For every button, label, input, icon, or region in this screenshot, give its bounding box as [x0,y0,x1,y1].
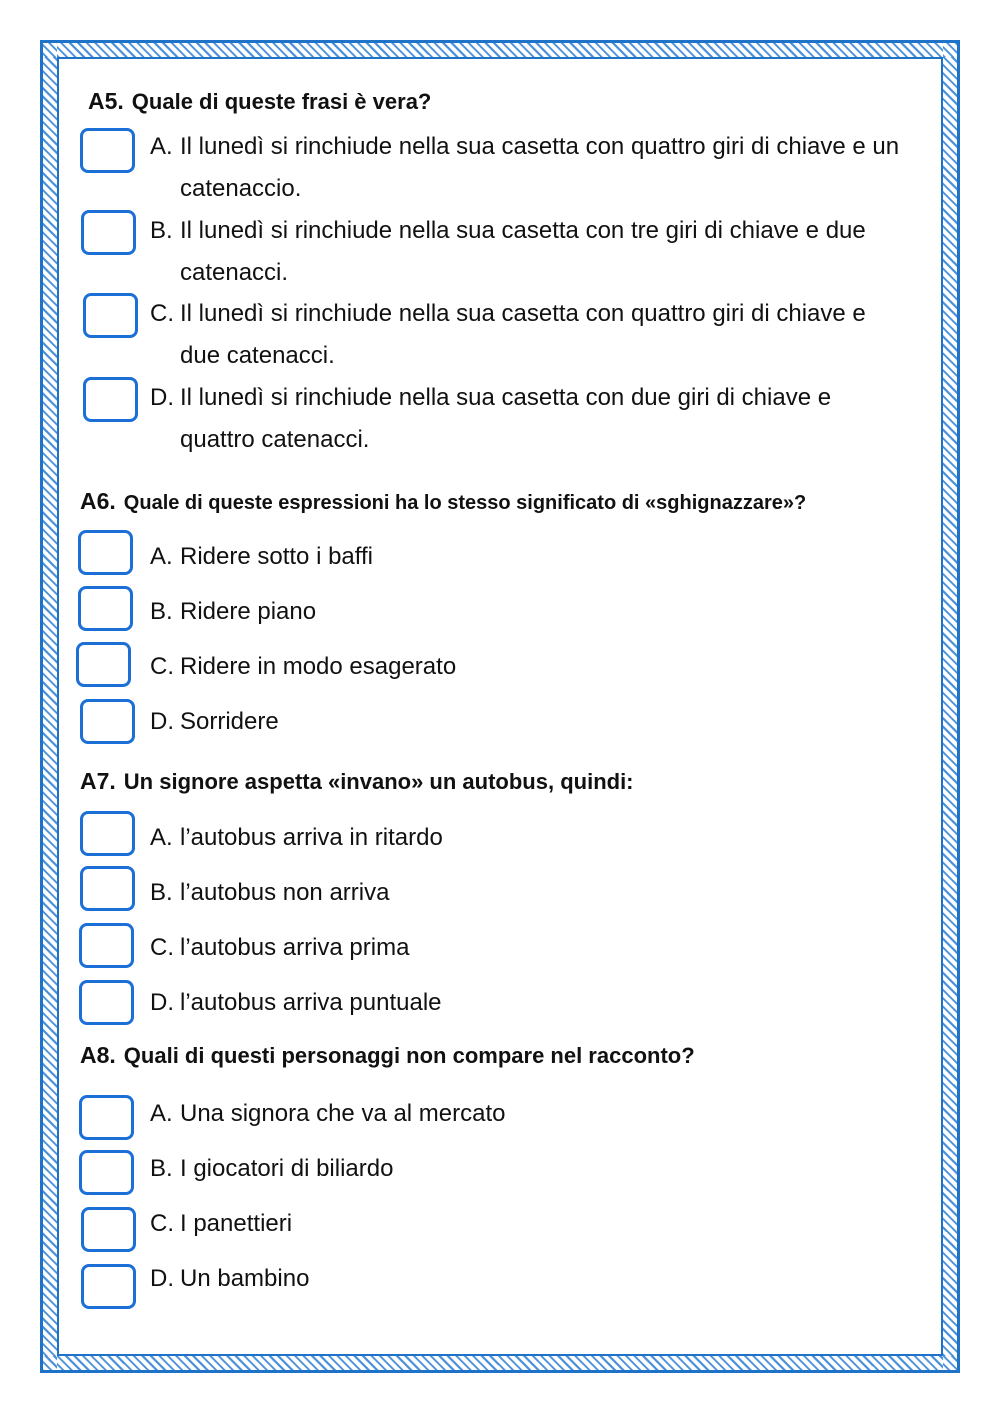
question-title-a6 [80,488,806,515]
option-text: Ridere in modo esagerato [180,653,457,680]
option-text: I giocatori di biliardo [180,1155,394,1182]
question-text: Quale di queste frasi è vera? [131,89,432,114]
option-letter: D. [150,989,174,1016]
answer-checkbox[interactable] [81,1264,136,1309]
option-letter: D. [150,384,174,411]
option-text: l’autobus arriva puntuale [180,989,442,1016]
option-text: l’autobus non arriva [180,879,390,906]
option-text: Ridere sotto i baffi [180,543,373,570]
answer-checkbox[interactable] [80,811,135,856]
option-letter: D. [150,708,174,735]
option-letter: C. [150,934,174,961]
answer-checkbox[interactable] [79,923,134,968]
option-text: l’autobus arriva in ritardo [180,824,443,851]
option-letter: A. [150,824,173,851]
option-text: Sorridere [180,708,279,735]
answer-checkbox[interactable] [83,293,138,338]
answer-checkbox[interactable] [78,530,133,575]
option-text: Il lunedì si rinchiude nella sua casetta con quattro giri di chiave e due catenacci. [180,300,866,369]
option-letter: C. [150,1210,174,1237]
option-text: Ridere piano [180,598,317,625]
answer-checkbox[interactable] [81,210,136,255]
option-letter: B. [150,879,173,906]
option-letter: A. [150,133,173,160]
option-letter: A. [150,1100,173,1127]
option-letter: D. [150,1265,174,1292]
option-letter: B. [150,1155,173,1182]
answer-checkbox[interactable] [79,1150,134,1195]
answer-checkbox[interactable] [80,699,135,744]
question-text: Un signore aspetta «invano» un autobus, quindi: [123,769,634,794]
option-text: Una signora che va al mercato [180,1100,506,1127]
question-text: Quali di questi personaggi non compare nel racconto? [123,1043,695,1068]
answer-checkbox[interactable] [81,1207,136,1252]
option-text: Il lunedì si rinchiude nella sua casetta con due giri di chiave e quattro catenacci. [180,384,832,453]
answer-checkbox[interactable] [79,980,134,1025]
option-text: l’autobus arriva prima [180,934,410,961]
answer-checkbox[interactable] [79,1095,134,1140]
answer-checkbox[interactable] [80,128,135,173]
question-title-a8 [80,1042,695,1069]
option-text: I panettieri [180,1210,293,1237]
option-letter: B. [150,217,173,244]
option-letter: C. [150,653,174,680]
option-text: Un bambino [180,1265,310,1292]
option-letter: C. [150,300,174,327]
question-title-a7 [80,768,634,795]
question-title-a5 [88,88,431,115]
answer-checkbox[interactable] [76,642,131,687]
answer-checkbox[interactable] [80,866,135,911]
option-text: Il lunedì si rinchiude nella sua casetta con quattro giri di chiave e un catenaccio. [180,133,900,202]
question-number: A5. [88,88,124,114]
option-letter: A. [150,543,173,570]
question-number: A6. [80,488,116,514]
question-text: Quale di queste espressioni ha lo stesso significato di «sghignazzare»? [123,492,807,514]
answer-checkbox[interactable] [78,586,133,631]
question-number: A7. [80,768,116,794]
option-text: Il lunedì si rinchiude nella sua casetta con tre giri di chiave e due catenacci. [180,217,866,286]
question-number: A8. [80,1042,116,1068]
answer-checkbox[interactable] [83,377,138,422]
option-letter: B. [150,598,173,625]
